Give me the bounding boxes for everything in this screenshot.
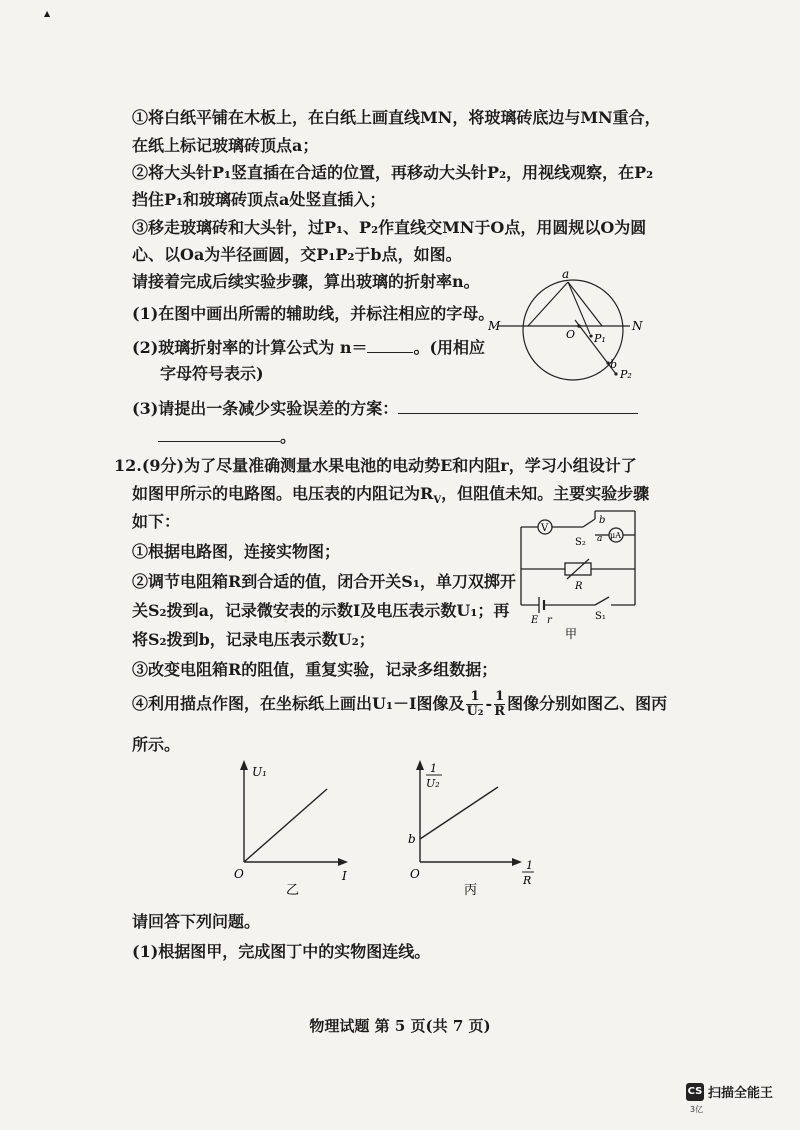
switch-s2-blade <box>583 519 595 527</box>
circuit-diagram <box>515 505 645 645</box>
q12-step4-dash: - <box>485 694 493 713</box>
circuit-label-r-box: R <box>575 581 583 592</box>
q12-rv-subscript: V <box>433 495 442 507</box>
q12-step2-line2: 关S₂拨到a，记录微安表的示数I及电压表示数U₁；再 <box>132 601 510 620</box>
q11-sub3-continued <box>158 425 296 447</box>
bing-xlabel-num: 1 <box>526 859 533 872</box>
frac2-den: R <box>494 704 506 719</box>
bing-ylabel-den: U₂ <box>426 777 440 790</box>
scanner-logo-sub: 3亿 <box>690 1105 704 1114</box>
label-b: b <box>610 358 618 371</box>
refraction-figure <box>488 268 648 390</box>
graph-inv-u2-vs-inv-r <box>402 758 552 900</box>
circuit-caption: 甲 <box>565 627 578 641</box>
scanner-logo-icon: CS <box>686 1083 704 1101</box>
q12-step2-line1: ②调节电阻箱R到合适的值，闭合开关S₁，单刀双掷开 <box>132 572 516 591</box>
q11-step2-line1: ②将大头针P₁竖直插在合适的位置，再移动大头针P₂，用视线观察，在P₂ <box>132 163 654 182</box>
graph-u1-vs-i <box>230 758 360 900</box>
label-n: N <box>632 319 643 333</box>
q12-step2-line3: 将S₂拨到b，记录电压表示数U₂； <box>132 630 375 649</box>
q11-sub2-line2: 字母符号表示) <box>160 364 264 383</box>
q11-sub1: (1)在图中画出所需的辅助线，并标注相应的字母。 <box>132 304 495 323</box>
yi-origin: O <box>234 867 244 881</box>
circuit-label-a: a <box>597 534 603 544</box>
circuit-label-s1: S₁ <box>595 611 606 622</box>
q12-step4 <box>132 690 667 719</box>
switch-s1-blade <box>595 597 609 605</box>
q11-step1-line2: 在纸上标记玻璃砖顶点a； <box>132 136 319 155</box>
q12-step4-line2: 所示。 <box>132 735 181 754</box>
bing-data-line <box>420 787 498 839</box>
q12-step1: ①根据电路图，连接实物图； <box>132 542 341 561</box>
q12-intro-line3: 如下： <box>132 512 181 531</box>
yi-data-line <box>244 789 327 862</box>
scanner-watermark <box>686 1082 773 1101</box>
q11-instruction: 请接着完成后续实验步骤，算出玻璃的折射率n。 <box>132 272 480 291</box>
q11-sub2 <box>132 336 485 358</box>
frac1-num: 1 <box>466 690 483 705</box>
q11-sub2-prefix: (2)玻璃折射率的计算公式为 n＝ <box>132 338 368 357</box>
label-p2: P₂ <box>620 368 632 381</box>
q11-step3-line2: 心、以Oa为半径画圆，交P₁P₂于b点，如图。 <box>132 245 462 264</box>
point-p2 <box>614 372 617 375</box>
yi-caption: 乙 <box>286 883 300 898</box>
yi-x-arrow <box>338 858 348 866</box>
q12-answer-prompt: 请回答下列问题。 <box>132 912 261 931</box>
fraction-one-over-r <box>494 690 505 719</box>
q11-step3-line1: ③移走玻璃砖和大头针，过P₁、P₂作直线交MN于O点，用圆规以O为圆 <box>132 218 647 237</box>
q12-step4-suffix: 图像分别如图乙、图丙 <box>507 694 668 713</box>
circuit-label-r-internal: r <box>547 615 552 626</box>
q11-sub3-label: (3)请提出一条减少实验误差的方案： <box>132 399 399 418</box>
glass-edge-right <box>568 282 602 326</box>
yi-y-arrow <box>240 760 248 770</box>
q12-step3: ③改变电阻箱R的阻值，重复实验，记录多组数据； <box>132 660 498 679</box>
voltmeter-label: V <box>541 523 549 534</box>
q11-sub2-suffix: 。(用相应 <box>413 338 486 357</box>
bing-intercept-label: b <box>408 832 416 846</box>
bing-xlabel-den: R <box>523 874 532 887</box>
q12-intro-line2-text: 如图甲所示的电路图。电压表的内阻记为R <box>132 484 434 503</box>
q11-error-answer-blank[interactable] <box>398 397 638 414</box>
circuit-label-s2: S₂ <box>575 537 586 548</box>
circuit-label-b: b <box>599 515 606 526</box>
q11-step1-line1: ①将白纸平铺在木板上，在白纸上画直线MN，将玻璃砖底边与MN重合， <box>132 108 661 127</box>
circuit-label-e: E <box>531 615 539 626</box>
corner-mark: ▲ <box>44 9 51 18</box>
glass-edge-left <box>528 282 568 326</box>
frac2-num: 1 <box>495 689 505 704</box>
fraction-one-over-u2 <box>466 690 483 719</box>
bing-origin: O <box>410 867 420 881</box>
label-o: O <box>566 328 576 341</box>
q12-intro-line2-end: ，但阻值未知。主要实验步骤 <box>441 484 650 503</box>
point-o <box>577 324 581 328</box>
scanner-logo-text: 扫描全能王 <box>708 1086 774 1101</box>
q11-error-answer-blank-2[interactable] <box>158 425 280 442</box>
frac1-den: U₂ <box>466 704 484 719</box>
q11-formula-blank[interactable] <box>367 336 413 353</box>
bing-ylabel-num: 1 <box>430 762 437 775</box>
q12-step4-prefix: ④利用描点作图，在坐标纸上画出U₁－I图像及 <box>132 694 465 713</box>
yi-xlabel: I <box>342 869 347 883</box>
point-p1 <box>589 334 592 337</box>
q11-sub3-end: 。 <box>280 427 297 446</box>
bing-x-arrow <box>512 858 522 866</box>
label-p1: P₁ <box>594 332 606 345</box>
page-footer: 物理试题 第 5 页(共 7 页) <box>309 1017 491 1035</box>
q11-sub3 <box>132 397 638 419</box>
rheostat-arrow <box>567 559 589 579</box>
label-m: M <box>488 319 501 333</box>
label-a: a <box>562 268 570 281</box>
microammeter-label: μA <box>610 531 621 540</box>
yi-ylabel: U₁ <box>252 765 267 779</box>
bing-y-arrow <box>416 760 424 770</box>
q12-intro-line1: 12.(9分)为了尽量准确测量水果电池的电动势E和内阻r，学习小组设计了 <box>114 456 637 475</box>
q12-sub1: (1)根据图甲，完成图丁中的实物图连线。 <box>132 942 431 961</box>
bing-caption: 丙 <box>464 883 478 898</box>
q11-step2-line2: 挡住P₁和玻璃砖顶点a处竖直插入； <box>132 190 386 209</box>
